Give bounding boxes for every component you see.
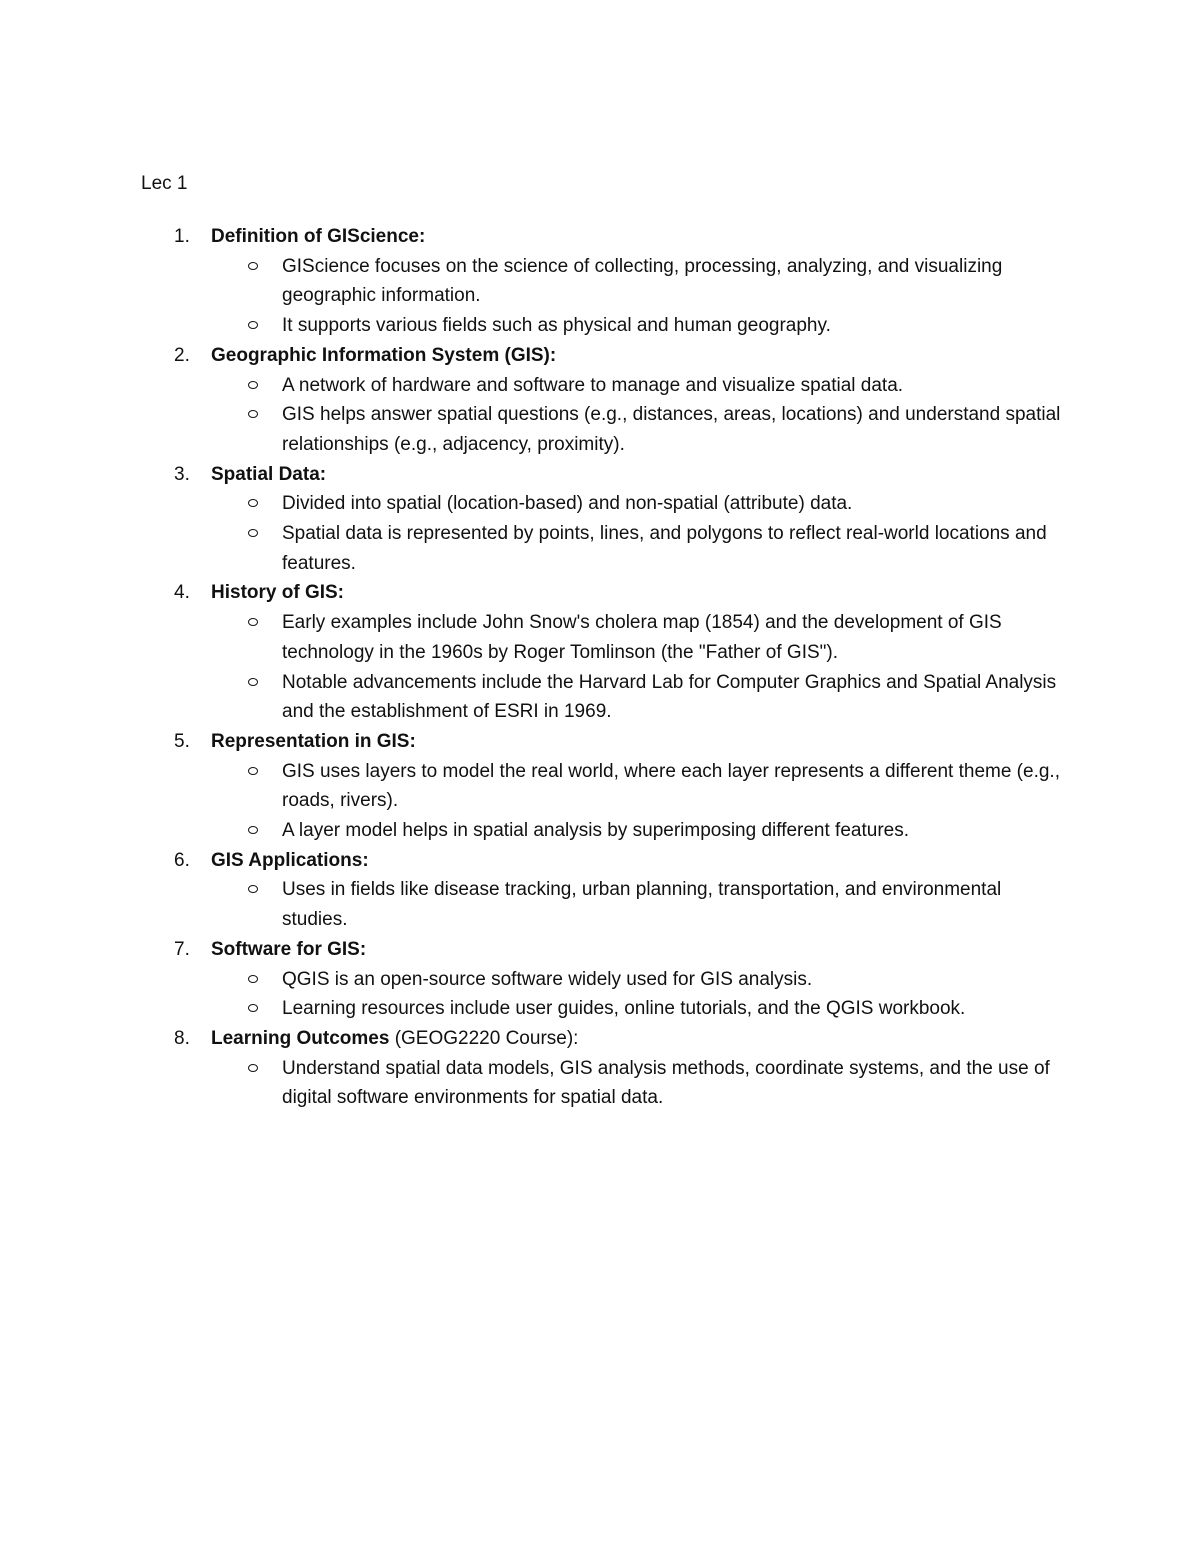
hollow-circle-bullet-icon [248,1064,258,1072]
item-number: 6. [174,849,190,871]
outline-item [0,341,1200,460]
sub-point-list [0,489,1200,578]
sub-point-text: GIS helps answer spatial questions (e.g., distances, areas, locations) and understand spatial relationships (e.g., adjacency, proximity). [282,404,1061,455]
sub-point-text: Notable advancements include the Harvard Lab for Computer Graphics and Spatial Analysis and the establishment of ESRI in 1969. [282,671,1057,723]
sub-point [0,757,1200,816]
sub-point-list [0,875,1200,934]
outline-item [0,222,1200,341]
outline-item-heading [0,341,1200,371]
sub-point-text: Spatial data is represented by points, lines, and polygons to reflect real-world locations and features. [282,523,1047,574]
sub-point [0,371,1200,401]
hollow-circle-bullet-icon [248,767,258,775]
outline-item [0,727,1200,846]
sub-point-text: Uses in fields like disease tracking, urban planning, transportation, and environmental studies. [282,879,1002,931]
sub-point [0,489,1200,519]
sub-point [0,252,1200,311]
item-title: Spatial Data: [211,463,327,485]
outline-item [0,460,1200,579]
outline-item-heading [0,460,1200,490]
item-title: Learning Outcomes [211,1027,390,1049]
sub-point-list [0,1054,1200,1113]
sub-point [0,965,1200,995]
item-number: 7. [174,938,190,960]
item-number: 1. [174,226,190,247]
outline-item-heading [0,935,1200,965]
sub-point-list [0,371,1200,460]
item-number: 2. [174,344,190,366]
outline-item-heading [0,846,1200,876]
sub-point [0,400,1200,459]
item-title: Geographic Information System (GIS): [211,344,557,366]
outline-item [0,846,1200,935]
hollow-circle-bullet-icon [248,975,258,983]
hollow-circle-bullet-icon [248,529,258,537]
sub-point-text: A network of hardware and software to manage and visualize spatial data. [282,374,904,396]
hollow-circle-bullet-icon [248,826,258,834]
hollow-circle-bullet-icon [248,618,258,626]
sub-point-text: A layer model helps in spatial analysis by superimposing different features. [282,820,909,842]
sub-point [0,668,1200,727]
outline-item-heading [0,222,1200,252]
sub-point-text: Learning resources include user guides, online tutorials, and the QGIS workbook. [282,998,966,1020]
sub-point-text: It supports various fields such as physical and human geography. [282,315,831,337]
item-title: Representation in GIS: [211,730,416,752]
hollow-circle-bullet-icon [248,410,258,418]
item-title: History of GIS: [211,582,345,604]
hollow-circle-bullet-icon [248,885,258,893]
outline-item-heading [0,727,1200,757]
sub-point [0,608,1200,667]
sub-point-text: Understand spatial data models, GIS analysis methods, coordinate systems, and the use of digital software environments for spatial data. [282,1057,1050,1109]
item-title-suffix: (GEOG2220 Course): [389,1027,579,1049]
item-number: 5. [174,730,190,752]
outline-item [0,1024,1200,1113]
sub-point-list [0,252,1200,341]
outline-item [0,578,1200,727]
hollow-circle-bullet-icon [248,678,258,686]
document-title: Lec 1 [141,173,188,194]
hollow-circle-bullet-icon [248,1004,258,1012]
sub-point [0,875,1200,934]
lecture-outline [0,222,1200,1113]
sub-point [0,816,1200,846]
sub-point-list [0,965,1200,1024]
hollow-circle-bullet-icon [248,262,258,270]
item-title: Definition of GIScience: [211,226,426,247]
sub-point-text: GIS uses layers to model the real world, where each layer represents a different theme (e.g., roads, rivers). [282,760,1060,812]
item-number: 3. [174,463,190,485]
hollow-circle-bullet-icon [248,499,258,507]
item-title: GIS Applications: [211,849,369,871]
sub-point-list [0,608,1200,727]
sub-point [0,519,1200,578]
sub-point-text: Divided into spatial (location-based) and non-spatial (attribute) data. [282,493,853,515]
sub-point [0,994,1200,1024]
item-title: Software for GIS: [211,938,367,960]
sub-point-text: QGIS is an open-source software widely used for GIS analysis. [282,968,813,990]
hollow-circle-bullet-icon [248,381,258,389]
sub-point-text: Early examples include John Snow's cholera map (1854) and the development of GIS technology in the 1960s by Roger Tomlinson (the "Father of GIS"). [282,612,1002,663]
sub-point-list [0,757,1200,846]
sub-point [0,311,1200,341]
sub-point [0,1054,1200,1113]
outline-item-heading [0,1024,1200,1054]
outline-item [0,935,1200,1024]
item-number: 8. [174,1027,190,1049]
outline-item-heading [0,578,1200,608]
sub-point-text: GIScience focuses on the science of collecting, processing, analyzing, and visualizing geographic information. [282,255,1003,307]
hollow-circle-bullet-icon [248,321,258,329]
item-number: 4. [174,582,190,604]
